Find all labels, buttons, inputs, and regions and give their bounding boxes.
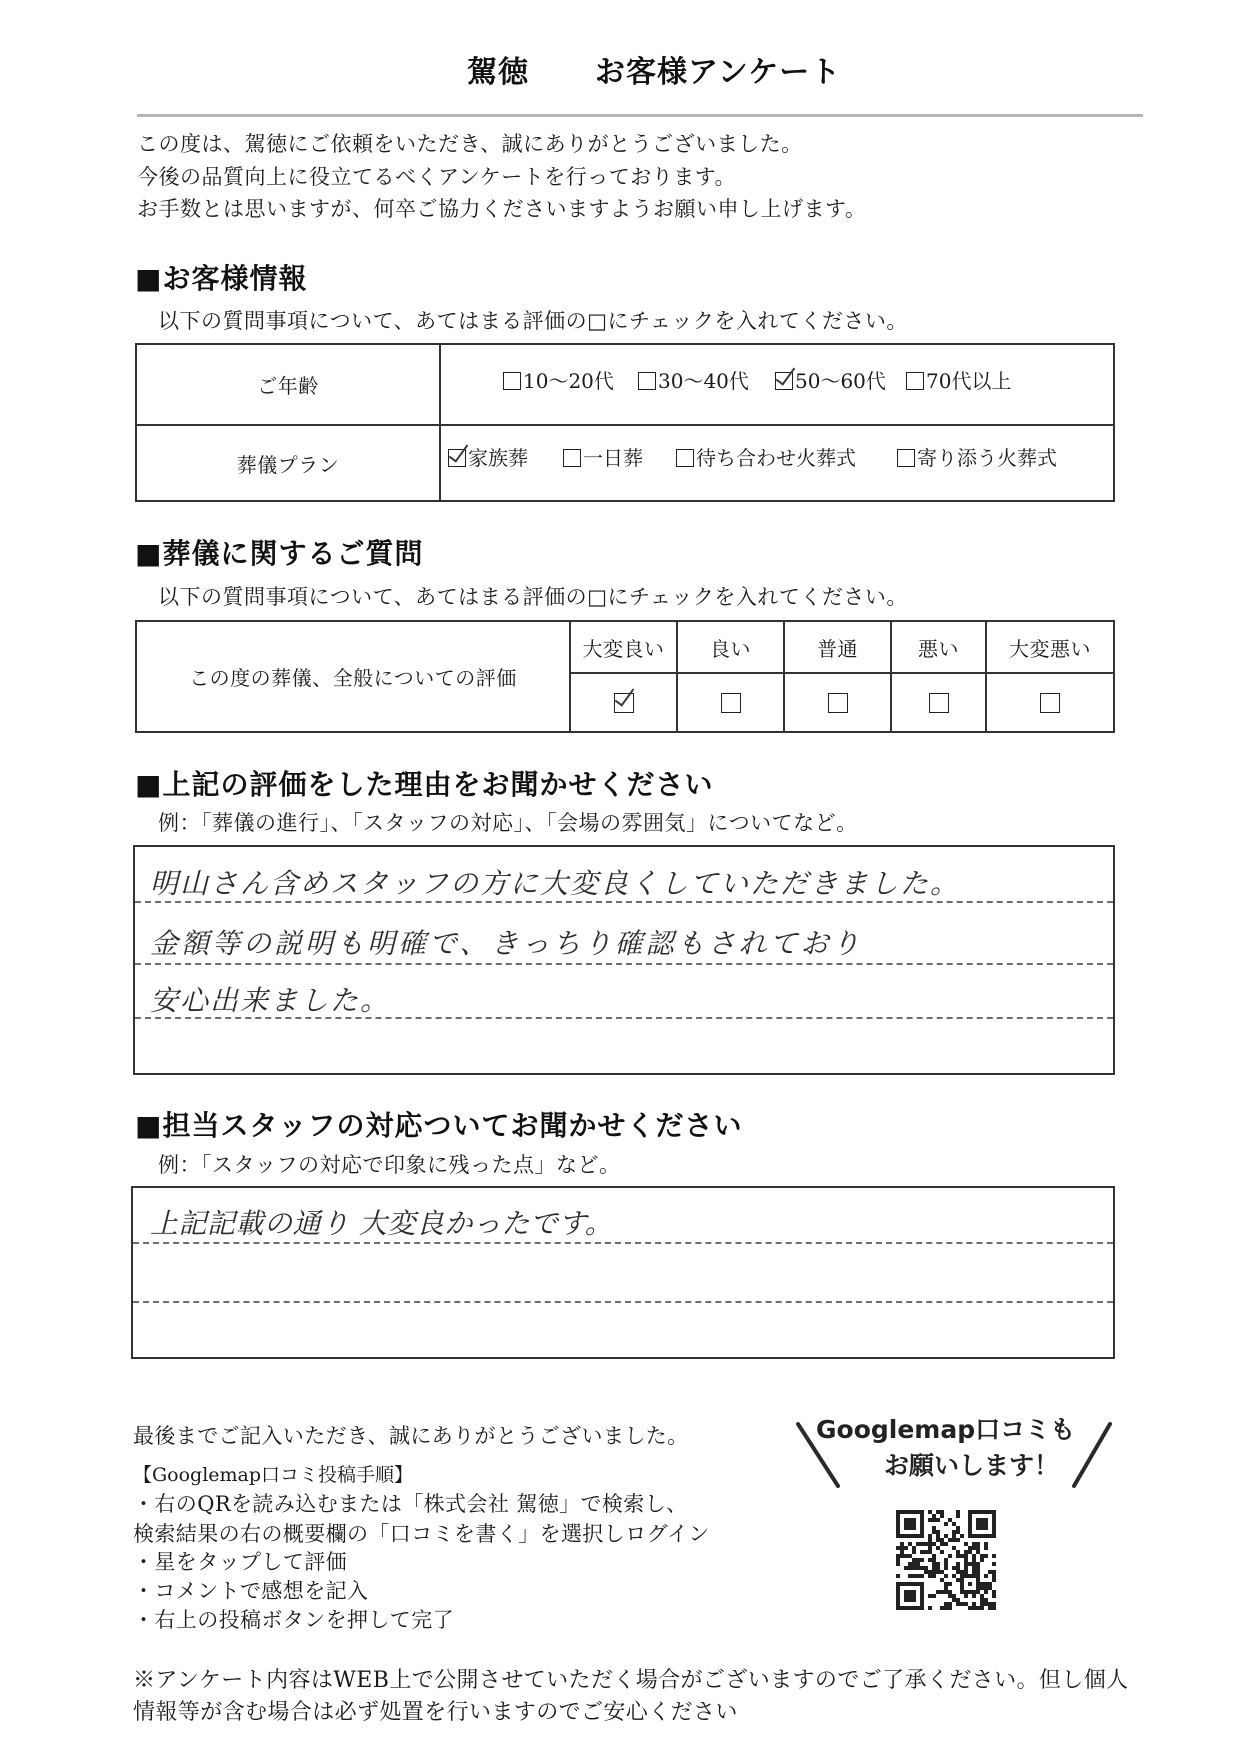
reason-answer-field[interactable] bbox=[133, 845, 1115, 1075]
age-option-30-40[interactable] bbox=[638, 369, 749, 393]
checkbox[interactable] bbox=[929, 693, 949, 713]
intro-line: お手数とは思いますが、何卒ご協力くださいますようお願い申し上げます。 bbox=[137, 197, 867, 221]
checkbox[interactable] bbox=[448, 449, 466, 467]
rating-header-very-good: 大変良い bbox=[582, 636, 665, 661]
review-guide-title: 【Googlemap口コミ投稿手順】 bbox=[133, 1464, 414, 1486]
intro-line: この度は、駕徳にご依頼をいただき、誠にありがとうございました。 bbox=[137, 132, 803, 156]
option-label: 50～60代 bbox=[795, 369, 886, 393]
option-label: 70代以上 bbox=[926, 369, 1012, 393]
writing-guide-line bbox=[133, 1242, 1113, 1244]
option-label: 一日葬 bbox=[583, 446, 643, 470]
review-guide-line: ・右上の投稿ボタンを押して完了 bbox=[133, 1608, 454, 1632]
checkbox[interactable] bbox=[563, 449, 581, 467]
writing-guide-line bbox=[135, 901, 1113, 903]
plan-option-meetup-cremation[interactable] bbox=[676, 446, 856, 470]
rating-cell-average[interactable] bbox=[785, 674, 890, 731]
title-divider bbox=[137, 114, 1143, 117]
handwritten-answer-line: 安心出来ました。 bbox=[150, 984, 391, 1017]
writing-guide-line bbox=[133, 1301, 1113, 1303]
plan-option-family[interactable] bbox=[448, 446, 528, 470]
age-label: ご年齢 bbox=[257, 374, 319, 398]
review-guide-line: ・コメントで感想を記入 bbox=[133, 1579, 369, 1603]
right-slash bbox=[1074, 1424, 1110, 1486]
rating-header-good: 良い bbox=[710, 636, 751, 661]
checkbox[interactable] bbox=[614, 693, 634, 713]
page-title: お客様アンケート bbox=[595, 55, 842, 90]
checkbox[interactable] bbox=[676, 449, 694, 467]
publication-notice-line: ※アンケート内容はWEB上で公開させていただく場合がございますのでご了承ください。但し個人 bbox=[133, 1668, 1129, 1693]
checkbox[interactable] bbox=[1040, 693, 1060, 713]
qr-code bbox=[896, 1510, 996, 1610]
age-option-70-plus[interactable] bbox=[906, 369, 1011, 393]
closing-thanks: 最後までご記入いただき、誠にありがとうございました。 bbox=[133, 1424, 689, 1448]
section-heading-customer-info: ■お客様情報 bbox=[135, 262, 308, 295]
section-heading-funeral-questions: ■葬儀に関するご質問 bbox=[135, 537, 424, 570]
checkbox[interactable] bbox=[775, 372, 793, 390]
rating-cell-very-good[interactable] bbox=[571, 674, 676, 731]
rating-cell-bad[interactable] bbox=[892, 674, 985, 731]
google-badge-line1: Googlemap口コミも bbox=[816, 1415, 1076, 1444]
rating-header-average: 普通 bbox=[817, 636, 858, 661]
rating-header-very-bad: 大変悪い bbox=[1009, 636, 1091, 661]
funeral-questions-instruction: 以下の質問事項について、あてはまる評価の□にチェックを入れてください。 bbox=[158, 585, 908, 609]
rating-question: この度の葬儀、全般についての評価 bbox=[189, 666, 517, 690]
customer-info-instruction: 以下の質問事項について、あてはまる評価の□にチェックを入れてください。 bbox=[158, 309, 908, 333]
checkbox[interactable] bbox=[721, 693, 741, 713]
option-label: 家族葬 bbox=[468, 446, 528, 470]
review-guide-line: ・右のQRを読み込むまたは「株式会社 駕徳」で検索し、 bbox=[133, 1492, 688, 1516]
rating-cell-good[interactable] bbox=[678, 674, 783, 731]
option-label: 10～20代 bbox=[523, 369, 614, 393]
customer-info-table bbox=[135, 343, 1115, 502]
handwritten-answer-line: 明山さん含めスタッフの方に大変良くしていただきました。 bbox=[150, 867, 961, 900]
review-guide-line: ・星をタップして評価 bbox=[133, 1550, 347, 1574]
checkbox[interactable] bbox=[897, 449, 915, 467]
company-name: 駕徳 bbox=[467, 55, 529, 90]
staff-answer-field[interactable] bbox=[131, 1186, 1115, 1359]
staff-example: 例：「スタッフの対応で印象に残った点」など。 bbox=[158, 1153, 621, 1177]
rating-header-bad: 悪い bbox=[918, 636, 959, 661]
handwritten-answer-line: 上記記載の通り 大変良かったです。 bbox=[150, 1207, 614, 1240]
google-badge-line2: お願いします！ bbox=[884, 1451, 1060, 1480]
plan-option-companion-cremation[interactable] bbox=[897, 446, 1057, 470]
age-option-10-20[interactable] bbox=[503, 369, 614, 393]
plan-label: 葬儀プラン bbox=[236, 452, 340, 477]
option-label: 寄り添う火葬式 bbox=[917, 446, 1057, 470]
checkbox[interactable] bbox=[638, 372, 656, 390]
writing-guide-line bbox=[135, 963, 1113, 965]
age-option-50-60[interactable] bbox=[775, 369, 886, 393]
handwritten-answer-line: 金額等の説明も明確で、きっちり確認もされており bbox=[150, 927, 863, 960]
publication-notice-line: 情報等が含む場合は必ず処置を行いますのでご安心ください bbox=[133, 1700, 738, 1725]
checkbox[interactable] bbox=[828, 693, 848, 713]
review-guide-line: 検索結果の右の概要欄の「口コミを書く」を選択しログイン bbox=[133, 1522, 710, 1546]
option-label: 待ち合わせ火葬式 bbox=[696, 446, 856, 470]
section-heading-reason: ■上記の評価をした理由をお聞かせください bbox=[135, 768, 714, 801]
reason-example: 例：「葬儀の進行」、「スタッフの対応」、「会場の雰囲気」についてなど。 bbox=[158, 811, 858, 835]
option-label: 30～40代 bbox=[658, 369, 749, 393]
plan-option-one-day[interactable] bbox=[563, 446, 643, 470]
rating-table bbox=[135, 620, 1115, 733]
checkbox[interactable] bbox=[906, 372, 924, 390]
rating-cell-very-bad[interactable] bbox=[987, 674, 1113, 731]
section-heading-staff: ■担当スタッフの対応ついてお聞かせください bbox=[135, 1109, 743, 1142]
intro-line: 今後の品質向上に役立てるべくアンケートを行っております。 bbox=[137, 165, 737, 189]
checkbox[interactable] bbox=[503, 372, 521, 390]
column-divider bbox=[439, 345, 441, 500]
